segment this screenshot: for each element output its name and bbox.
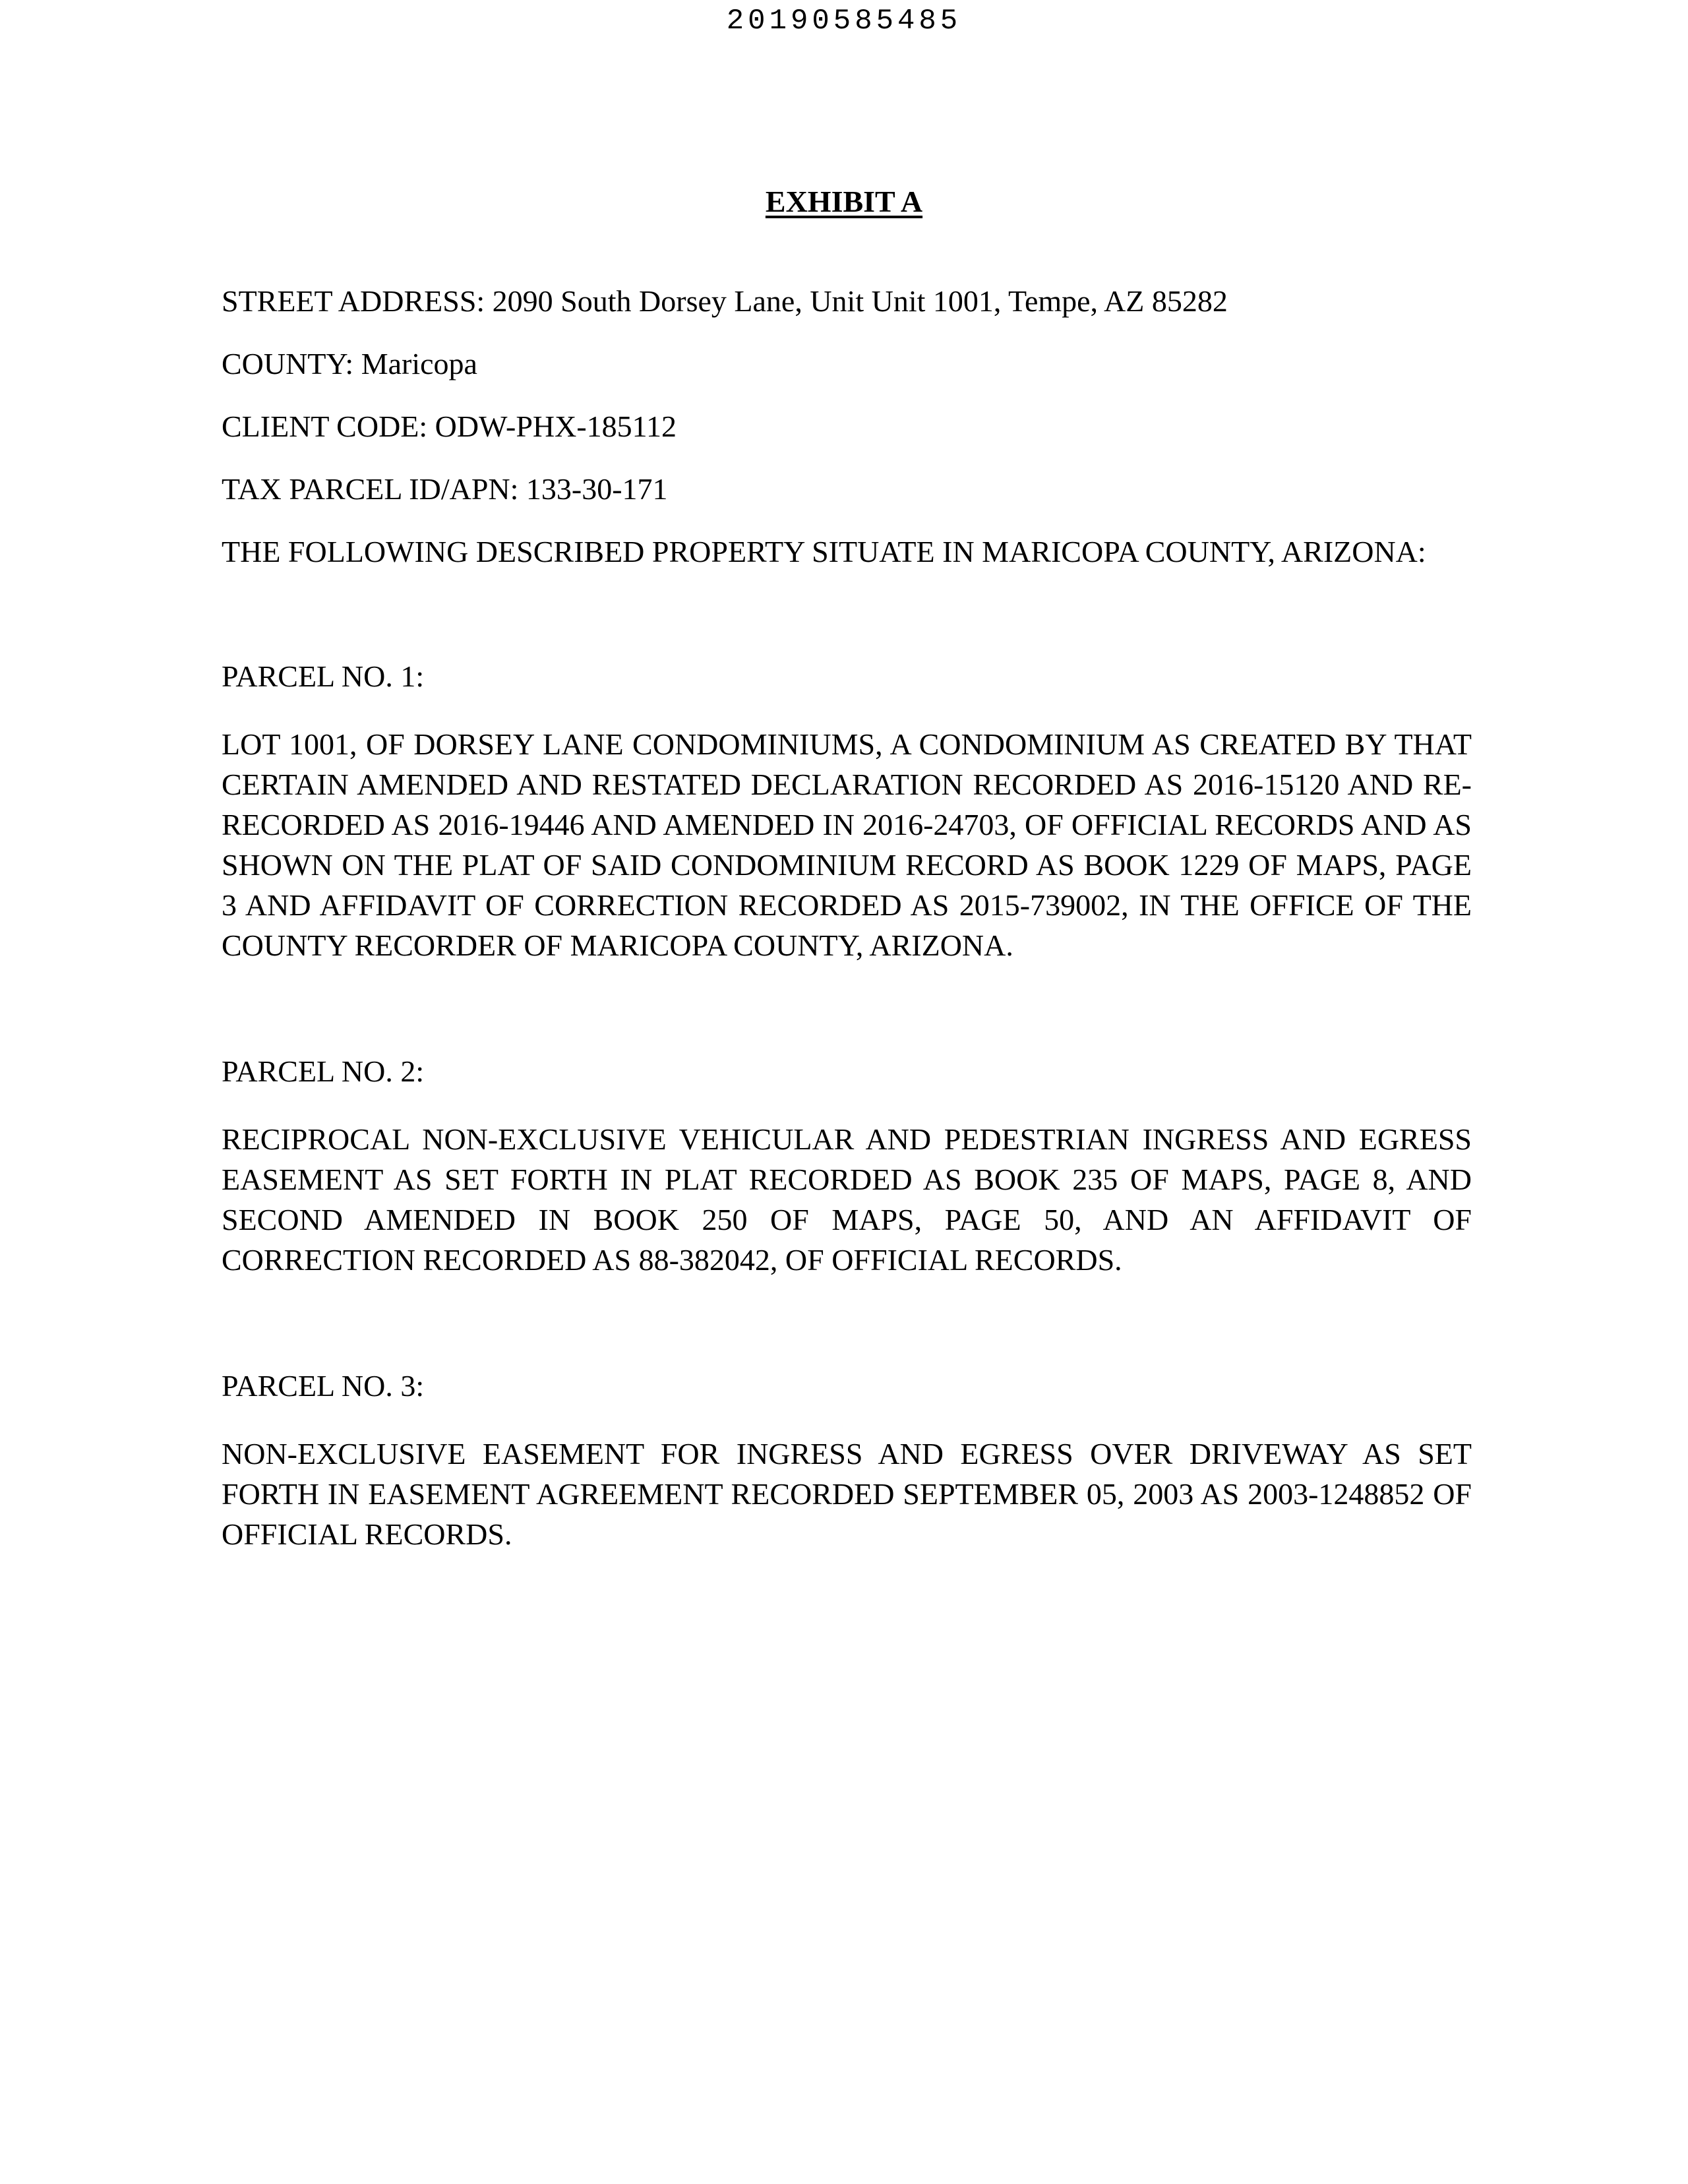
parcel-2-description: RECIPROCAL NON-EXCLUSIVE VEHICULAR AND PEDESTRIAN INGRESS AND EGRESS EASEMENT AS SET FORTH IN PLAT RECORDED AS BOOK 235 OF MAPS, PAGE 8, AND SECOND AMENDED IN BOOK 250 OF MAPS, PAGE 50, AND AN AFFIDAVIT OF CORRECTION RECORDED AS 88-382042, OF OFFICIAL RECORDS. [222,1122,1472,1277]
parcel-3-description: NON-EXCLUSIVE EASEMENT FOR INGRESS AND EGRESS OVER DRIVEWAY AS SET FORTH IN EASEMENT AGREEMENT RECORDED SEPTEMBER 05, 2003 AS 2003-1248852 OF OFFICIAL RECORDS. [222,1437,1472,1551]
property-intro: THE FOLLOWING DESCRIBED PROPERTY SITUATE IN MARICOPA COUNTY, ARIZONA: [222,535,1426,568]
tax-parcel-id: TAX PARCEL ID/APN: 133-30-171 [222,472,668,506]
client-code: CLIENT CODE: ODW-PHX-185112 [222,410,677,443]
county: COUNTY: Maricopa [222,347,477,380]
document-body [222,281,1472,1554]
parcel-3-label: PARCEL NO. 3: [222,1369,425,1403]
exhibit-title: EXHIBIT A [765,185,923,218]
parcel-1-description: LOT 1001, OF DORSEY LANE CONDOMINIUMS, A CONDOMINIUM AS CREATED BY THAT CERTAIN AMENDED AND RESTATED DECLARATION RECORDED AS 2016-15120 AND RE-RECORDED AS 2016-19446 AND AMENDED IN 2016-24703, OF OFFICIAL RECORDS AND AS SHOWN ON THE PLAT OF SAID CONDOMINIUM RECORD AS BOOK 1229 OF MAPS, PAGE 3 AND AFFIDAVIT OF CORRECTION RECORDED AS 2015-739002, IN THE OFFICE OF THE COUNTY RECORDER OF MARICOPA COUNTY, ARIZONA. [222,727,1472,962]
street-address: STREET ADDRESS: 2090 South Dorsey Lane, Unit Unit 1001, Tempe, AZ 85282 [222,284,1228,318]
parcel-1-label: PARCEL NO. 1: [222,659,425,693]
recording-number: 20190585485 [726,5,962,38]
parcel-2-label: PARCEL NO. 2: [222,1054,425,1088]
